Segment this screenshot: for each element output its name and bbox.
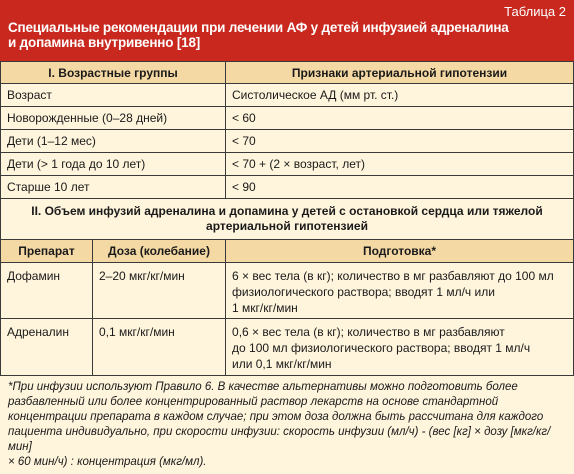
dose-header: Доза (колебание)	[93, 240, 226, 263]
hypotension-cell: Систолическое АД (мм рт. ст.)	[226, 84, 574, 107]
table-row	[1, 153, 574, 176]
footnote	[0, 376, 574, 474]
preparation-line: 0,6 × вес тела (в кг); количество в мг разбавляют	[232, 325, 505, 339]
table-row	[1, 319, 574, 376]
age-group-cell: Дети (> 1 года до 10 лет)	[1, 153, 226, 176]
drug-cell: Адреналин	[1, 319, 93, 376]
footnote-line: × 60 мин/ч) : концентрация (мкг/мл).	[8, 456, 207, 468]
preparation-line: 1 мкг/кг/мин	[232, 301, 298, 315]
table-row	[1, 107, 574, 130]
preparation-header: Подготовка*	[226, 240, 574, 263]
section1-header-row	[1, 62, 574, 84]
dose-cell: 0,1 мкг/кг/мин	[93, 319, 226, 376]
recommendations-table	[0, 61, 574, 376]
preparation-line: до 100 мл физиологического раствора; вводят 1 мл/ч	[232, 341, 531, 355]
age-group-cell: Дети (1–12 мес)	[1, 130, 226, 153]
hypotension-cell: < 60	[226, 107, 574, 130]
age-groups-header: I. Возрастные группы	[1, 62, 226, 84]
table-row	[1, 263, 574, 319]
footnote-line: пациента индивидуально, при скорости инфузии: скорость инфузии (мл/ч) - (вес [кг] × дозу [мкг/кг/мин]	[8, 426, 551, 453]
table-header	[0, 0, 574, 61]
hypotension-cell: < 70 + (2 × возраст, лет)	[226, 153, 574, 176]
age-group-cell: Старше 10 лет	[1, 176, 226, 199]
age-group-cell: Возраст	[1, 84, 226, 107]
hypotension-cell: < 70	[226, 130, 574, 153]
section2-title-row	[1, 199, 574, 240]
section2-title	[1, 199, 574, 240]
hypotension-cell: < 90	[226, 176, 574, 199]
table-title	[8, 20, 564, 50]
table-row	[1, 84, 574, 107]
footnote-line: *При инфузии используют Правило 6. В качестве альтернативы можно подготовить более	[8, 381, 518, 393]
footnote-line: концентрации препарата в каждом случае; при этом доза должна быть рассчитана для каждого	[8, 411, 544, 423]
section2-title-line-2: артериальной гипотензией	[206, 219, 368, 233]
title-line-2: и допамина внутривенно [18]	[8, 35, 201, 50]
preparation-line: физиологического раствора; вводят 1 мл/ч или	[232, 285, 495, 299]
table-number: Таблица 2	[504, 4, 566, 19]
table-row	[1, 176, 574, 199]
preparation-line: 6 × вес тела (в кг); количество в мг разбавляют до 100 мл	[232, 269, 554, 283]
table-row	[1, 130, 574, 153]
age-group-cell: Новорожденные (0–28 дней)	[1, 107, 226, 130]
drug-cell: Дофамин	[1, 263, 93, 319]
hypotension-header: Признаки артериальной гипотензии	[226, 62, 574, 84]
footnote-line: разбавленный или более концентрированный раствор лекарств на основе стандартной	[8, 396, 499, 408]
preparation-cell	[226, 263, 574, 319]
drug-header: Препарат	[1, 240, 93, 263]
dose-cell: 2–20 мкг/кг/мин	[93, 263, 226, 319]
preparation-cell	[226, 319, 574, 376]
section2-title-line-1: II. Объем инфузий адреналина и допамина у детей с остановкой сердца или тяжелой	[31, 204, 543, 218]
preparation-line: или 0,1 мкг/кг/мин	[232, 357, 332, 371]
section2-header-row	[1, 240, 574, 263]
title-line-1: Специальные рекомендации при лечении АФ у детей инфузией адреналина	[8, 20, 509, 35]
